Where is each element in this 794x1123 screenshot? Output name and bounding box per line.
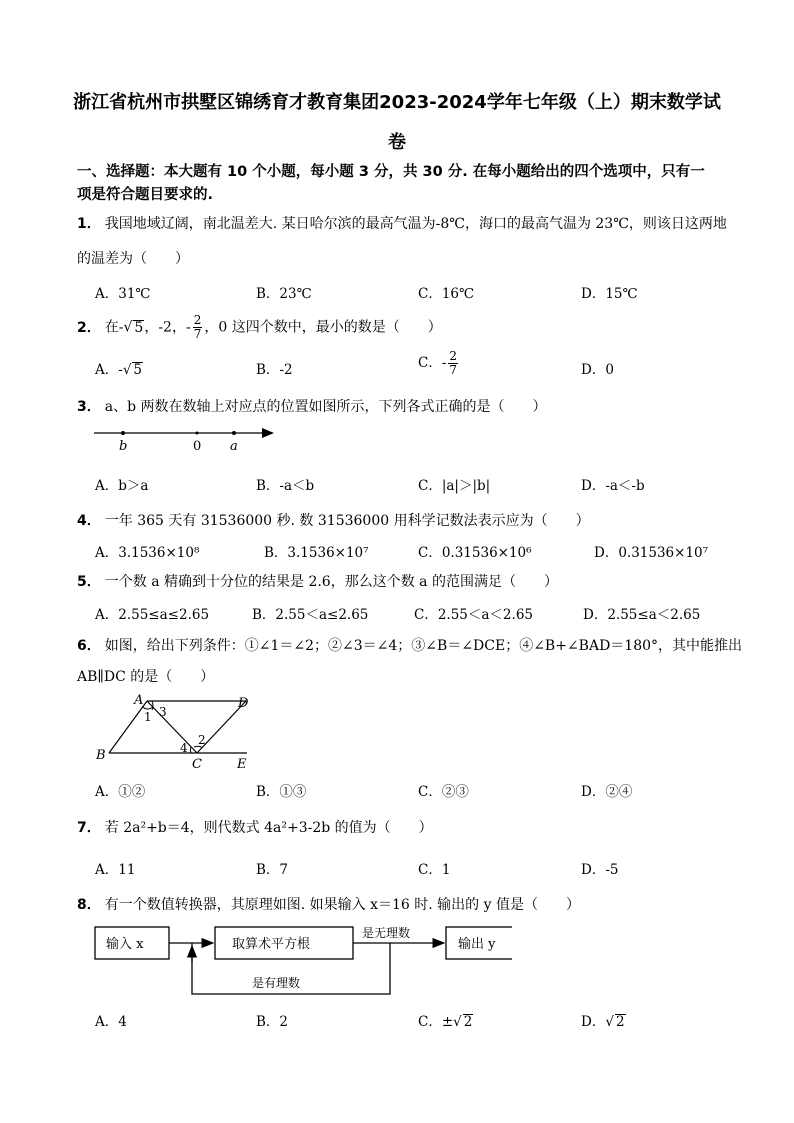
section-heading-line2: 项是符合题目要求的. (77, 187, 214, 203)
exam-title-line1: 浙江省杭州市拱墅区锦绣育才教育集团2023-2024学年七年级（上）期末数学试 (73, 92, 721, 113)
point-b (121, 431, 125, 435)
question-6 (77, 635, 742, 655)
question-number: 2． (77, 319, 101, 336)
question-1-line2: 的温差为（ ） (77, 251, 189, 267)
q7-option-d[interactable]: D．-5 (581, 862, 619, 878)
fraction-numerator: 2 (193, 313, 202, 327)
question-text: 如图，给出下列条件：①∠1＝∠2；②∠3＝∠4；③∠B＝∠DCE；④∠B+∠BAD＝180°，其中能推出 (104, 638, 743, 654)
q2-text-middle: ，-2，- (144, 319, 191, 336)
question-number: 4． (77, 513, 101, 529)
q8-option-b[interactable]: B．2 (256, 1014, 289, 1030)
fraction-numerator: 2 (449, 349, 458, 363)
q3-option-c[interactable]: C．|a|＞|b| (418, 478, 491, 494)
q8-option-a[interactable]: A．4 (95, 1014, 127, 1030)
question-number: 8． (77, 897, 101, 913)
text-rational: 是有理数 (252, 976, 301, 990)
q2-option-b[interactable]: B．-2 (256, 362, 293, 378)
q1-option-a[interactable]: A．31℃ (95, 286, 151, 302)
question-1 (77, 213, 727, 233)
parallelogram-figure (92, 690, 262, 772)
q5-option-d[interactable]: D．2.55≤a＜2.65 (583, 607, 701, 623)
q2-text-suffix: ，0 这四个数中，最小的数是（ ） (204, 319, 442, 336)
q4-option-d[interactable]: D．0.31536×10⁷ (594, 545, 709, 561)
q2-option-a[interactable]: A．-√ 5 (95, 362, 143, 378)
question-number: 7． (77, 820, 101, 836)
label-angle-2: 2 (198, 733, 206, 747)
angle-arc-1 (143, 707, 153, 709)
question-text: a、b 两数在数轴上对应点的位置如图所示，下列各式正确的是（ ） (104, 399, 547, 415)
converter-flowchart (92, 922, 512, 1000)
q8-option-c[interactable]: C．±√ 2 (418, 1014, 473, 1030)
question-8 (77, 894, 580, 914)
q7-option-c[interactable]: C．1 (418, 862, 451, 878)
q3-option-a[interactable]: A．b＞a (95, 478, 149, 494)
point-a (232, 431, 236, 435)
label-angle-4: 4 (180, 741, 188, 755)
text-process: 取算术平方根 (232, 937, 311, 952)
question-3 (77, 396, 547, 416)
question-2: 2． 在-√ 5，-2，- $\frac{2}{7}$ ，0 这四个数中，最小的数是（ ） (77, 313, 442, 341)
option-label: C．- (418, 355, 447, 371)
q4-option-a[interactable]: A．3.1536×10⁸ (95, 545, 200, 561)
q2-text-prefix: 在- (104, 319, 124, 336)
question-text: 一年 365 天有 31536000 秒. 数 31536000 用科学记数法表示应为（ ） (104, 513, 590, 529)
exam-title-line2: 卷 (388, 132, 406, 153)
q2-option-d[interactable]: D．0 (581, 362, 614, 378)
q7-option-a[interactable]: A．11 (95, 862, 136, 878)
sqrt-radicand: 2 (463, 1014, 473, 1030)
label-a: a (230, 439, 238, 454)
line-ab (109, 701, 147, 753)
label-vertex-c: C (192, 757, 202, 772)
q3-option-d[interactable]: D．-a＜-b (581, 478, 645, 494)
q5-option-a[interactable]: A．2.55≤a≤2.65 (95, 607, 210, 623)
label-zero: 0 (193, 439, 202, 454)
option-label: A．- (95, 362, 123, 378)
text-irrational: 是无理数 (362, 926, 411, 940)
fraction-denominator: 7 (193, 327, 202, 341)
text-output-y: 输出 y (458, 937, 496, 952)
question-number: 3． (77, 399, 101, 415)
question-number: 1． (77, 216, 101, 232)
question-5 (77, 571, 558, 591)
sqrt-radicand: 5 (134, 319, 144, 336)
q1-option-c[interactable]: C．16℃ (418, 286, 475, 302)
question-number: 6． (77, 638, 101, 654)
q7-option-b[interactable]: B．7 (256, 862, 289, 878)
q6-option-d[interactable]: D．②④ (581, 784, 633, 800)
number-line-figure (90, 422, 280, 454)
label-b: b (119, 439, 128, 454)
label-angle-1: 1 (144, 710, 152, 724)
label-vertex-e: E (237, 757, 247, 772)
q6-option-b[interactable]: B．①③ (256, 784, 307, 800)
q4-option-b[interactable]: B．3.1536×10⁷ (264, 545, 369, 561)
axis-arrow (262, 428, 274, 438)
q8-option-d[interactable]: D．√ 2 (581, 1014, 625, 1030)
fraction (448, 350, 458, 377)
question-text: 有一个数值转换器，其原理如图. 如果输入 x＝16 时. 输出的 y 值是（ ） (104, 897, 580, 913)
line-ac (147, 701, 197, 753)
text-input-x: 输入 x (106, 937, 144, 952)
sqrt-radicand: 2 (615, 1014, 625, 1030)
sqrt-radicand: 5 (133, 362, 143, 378)
question-text: 若 2a²+b＝4，则代数式 4a²+3-2b 的值为（ ） (104, 820, 433, 836)
question-text: 一个数 a 精确到十分位的结果是 2.6，那么这个数 a 的范围满足（ ） (104, 574, 558, 590)
label-angle-3: 3 (159, 705, 167, 719)
angle-arc-4 (191, 747, 192, 753)
question-7 (77, 817, 433, 837)
label-vertex-a: A (134, 693, 144, 708)
q6-option-c[interactable]: C．②③ (418, 784, 469, 800)
option-label: C．± (418, 1014, 454, 1030)
q3-option-b[interactable]: B．-a＜b (256, 478, 315, 494)
question-text: 我国地域辽阔，南北温差大. 某日哈尔滨的最高气温为-8℃，海口的最高气温为 23℃，则该日这两地 (104, 216, 727, 232)
question-number: 5． (77, 574, 101, 590)
point-zero (196, 432, 199, 435)
q6-option-a[interactable]: A．①② (95, 784, 146, 800)
q4-option-c[interactable]: C．0.31536×10⁶ (418, 545, 532, 561)
q2-option-c[interactable] (418, 350, 460, 377)
question-6-line2: AB∥DC 的是（ ） (77, 669, 215, 685)
q1-option-b[interactable]: B．23℃ (256, 286, 312, 302)
q5-option-b[interactable]: B．2.55＜a≤2.65 (252, 607, 369, 623)
fraction-denominator: 7 (449, 363, 458, 377)
q1-option-d[interactable]: D．15℃ (581, 286, 638, 302)
label-vertex-d: D (238, 696, 249, 711)
section-heading-line1: 一、选择题：本大题有 10 个小题，每小题 3 分，共 30 分. 在每小题给出的四个选项中，只有一 (77, 164, 705, 180)
q5-option-c[interactable]: C．2.55＜a＜2.65 (414, 607, 533, 623)
question-4 (77, 510, 590, 530)
fraction (193, 314, 203, 341)
option-label: D． (581, 1014, 606, 1030)
label-vertex-b: B (96, 748, 106, 763)
